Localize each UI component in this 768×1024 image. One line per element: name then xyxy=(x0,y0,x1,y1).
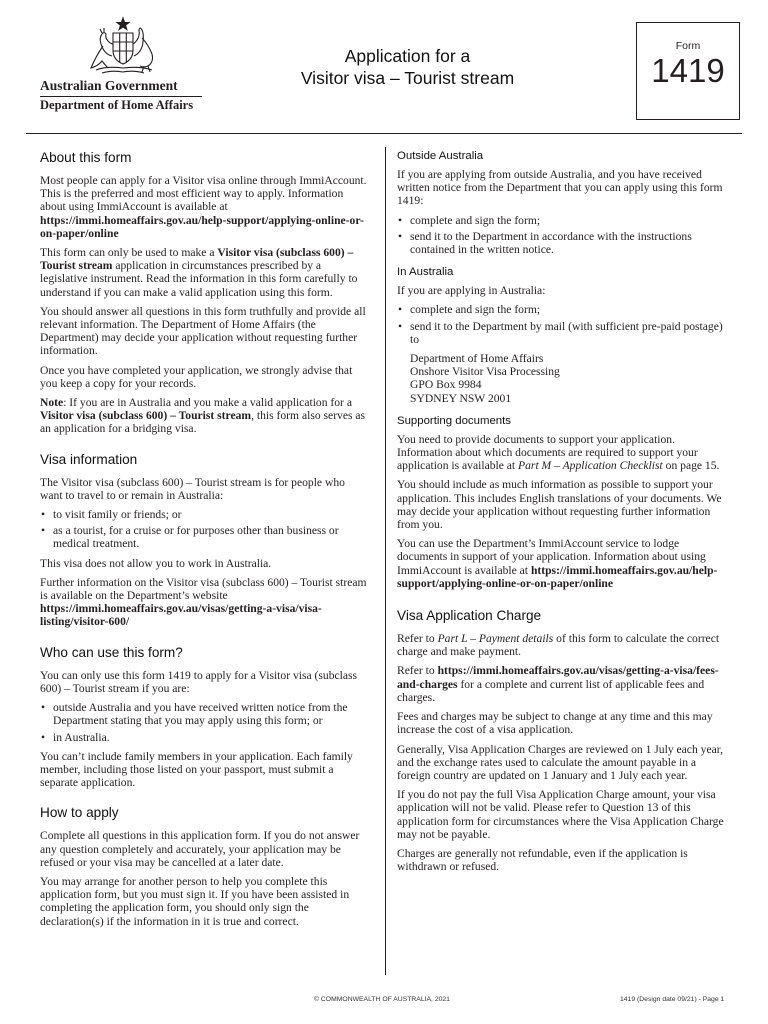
charge-p2-text-b: for a complete and current list of applicable fees and charges. xyxy=(397,677,705,704)
note-text-a: : If you are in Australia and you make a valid application for a xyxy=(63,396,352,410)
about-paragraph-2 xyxy=(40,246,367,299)
inside-paragraph-1: If you are applying in Australia: xyxy=(397,284,546,298)
how-heading: How to apply xyxy=(40,805,119,821)
mailing-address xyxy=(397,352,727,405)
page-info: 1419 (Design date 09/21) - Page 1 xyxy=(620,996,725,1003)
visa-info-p3-text: Further information on the Visitor visa (subclass 600) – Tourist stream is available on the Department’s website xyxy=(40,575,367,603)
inside-heading: In Australia xyxy=(397,266,454,279)
list-item: • in Australia. xyxy=(40,731,367,744)
charge-paragraph-6: Charges are generally not refundable, even if the application is withdrawn or refused. xyxy=(397,846,688,874)
form-title xyxy=(290,45,525,89)
logo-divider xyxy=(40,96,202,97)
charge-paragraph-2 xyxy=(397,664,727,704)
how-paragraph-1: Complete all questions in this application form. If you do not answer any question completely and accurately, your application may be refused or your visa may be cancelled at a later date. xyxy=(40,829,360,869)
payment-reference: Part L – Payment details xyxy=(437,632,554,646)
list-item: • outside Australia and you have received written notice from the Department stating that you may apply using this form; or xyxy=(40,701,367,727)
immiaccount-link[interactable]: https://immi.homeaffairs.gov.au/help-support/applying-online-or-on-paper/online xyxy=(40,213,364,240)
who-paragraph-2: You can’t include family members in your application. Each family member, including those listed on your passport, must submit a separate application. xyxy=(40,749,353,790)
about-paragraph-1 xyxy=(40,174,367,240)
about-p1-text: Most people can apply for a Visitor visa online through ImmiAccount. This is the preferred and most efficient way to apply. Information about using ImmiAccount is available at xyxy=(40,174,367,214)
department-name: Department of Home Affairs xyxy=(40,98,194,112)
address-line: Department of Home Affairs xyxy=(410,352,544,366)
coat-of-arms-icon xyxy=(82,16,164,78)
docs-heading: Supporting documents xyxy=(397,414,511,427)
who-list xyxy=(40,701,367,744)
note-bold: Visitor visa (subclass 600) – Tourist stream xyxy=(40,409,252,423)
form-label: Form xyxy=(675,40,701,52)
about-p2-text-a: This form can only be used to make a xyxy=(40,246,218,260)
list-item: • as a tourist, for a cruise or for purposes other than business or medical treatment. xyxy=(40,524,367,550)
outside-heading: Outside Australia xyxy=(397,150,484,162)
charge-paragraph-3: Fees and charges may be subject to change at any time and this may increase the cost of a visa application. xyxy=(397,710,713,737)
address-line: Onshore Visitor Visa Processing xyxy=(410,365,560,379)
charge-p2-text-a: Refer to xyxy=(397,664,438,678)
note-text-b: , this form also serves as an application for a bridging visa. xyxy=(40,409,366,436)
address-line: GPO Box 9984 xyxy=(410,378,482,392)
docs-paragraph-1 xyxy=(397,433,727,473)
who-heading: Who can use this form? xyxy=(40,644,183,660)
visa-info-list xyxy=(40,508,367,551)
about-p2-text-b: application in circumstances prescribed by a legislative instrument. Read the information in this form carefully to understand if you can make a valid application using this form. xyxy=(40,259,358,299)
how-paragraph-2: You may arrange for another person to help you complete this application form, but you must sign it. If you have been assisted in completing the application form, you should only sign the declaration(s) if the information in it is true and correct. xyxy=(40,874,350,928)
about-note xyxy=(40,396,367,436)
docs-p3-text: You can use the Department’s ImmiAccount service to lodge documents in support of your application. Information about using ImmiAccount is available at xyxy=(397,537,706,577)
visitor-600-link[interactable]: https://immi.homeaffairs.gov.au/visas/getting-a-visa/visa-listing/visitor-600/ xyxy=(40,602,322,629)
about-paragraph-3: You should answer all questions in this form truthfully and provide all relevant information. The Department of Home Affairs (the Department) may decide your application without requesting further information. xyxy=(40,304,366,358)
visa-info-heading: Visa information xyxy=(40,451,138,467)
right-column xyxy=(397,150,727,879)
charge-heading: Visa Application Charge xyxy=(397,608,542,624)
about-heading: About this form xyxy=(40,150,132,165)
list-item: • complete and sign the form; xyxy=(397,303,727,316)
outside-paragraph-1: If you are applying from outside Australia, and you have received written notice from the Department that you can apply using this form 1419: xyxy=(397,168,723,208)
docs-p1-text-b: on page 15. xyxy=(662,459,720,473)
list-item: • to visit family or friends; or xyxy=(40,508,367,521)
charge-p1-text-a: Refer to xyxy=(397,632,438,646)
about-p2-bold: Visitor visa (subclass 600) – Tourist stream xyxy=(40,246,354,273)
visa-info-paragraph-3 xyxy=(40,576,367,629)
list-item: • send it to the Department by mail (with sufficient pre-paid postage) to xyxy=(397,320,727,346)
form-title-line1: Application for a xyxy=(344,46,471,66)
form-number-box xyxy=(636,22,740,120)
visa-info-paragraph-1: The Visitor visa (subclass 600) – Tourist stream is for people who want to travel to or remain in Australia: xyxy=(40,475,345,502)
list-item: • send it to the Department in accordance with the instructions contained in the written notice. xyxy=(397,230,727,256)
left-column xyxy=(40,150,367,934)
visa-info-paragraph-2: This visa does not allow you to work in Australia. xyxy=(40,556,272,570)
header-divider xyxy=(26,133,742,134)
form-number: 1419 xyxy=(651,52,725,89)
list-item: • complete and sign the form; xyxy=(397,214,727,227)
docs-paragraph-2: You should include as much information as possible to support your application. This includes English translations of your documents. We may decide your application without requesting further information from you. xyxy=(397,478,722,532)
checklist-reference: Part M – Application Checklist xyxy=(518,459,663,473)
outside-list xyxy=(397,214,727,257)
address-line: SYDNEY NSW 2001 xyxy=(410,391,512,405)
charge-paragraph-1 xyxy=(397,632,727,658)
charge-paragraph-5: If you do not pay the full Visa Application Charge amount, your visa application will not be valid. Please refer to Question 13 of this application form for circumstances where the Visa Application Charge may not be payable. xyxy=(397,788,724,841)
immiaccount-docs-link[interactable]: https://immi.homeaffairs.gov.au/help-support/applying-online-or-on-paper/online xyxy=(397,563,718,590)
column-divider xyxy=(385,147,386,975)
inside-list xyxy=(397,303,727,346)
charge-paragraph-4: Generally, Visa Application Charges are reviewed on 1 July each year, and the exchange rates used to calculate the amount payable in a foreign country are updated on 1 January and 1 July each year. xyxy=(397,742,724,782)
docs-paragraph-3 xyxy=(397,537,727,590)
docs-p1-text-a: You need to provide documents to support your application. Information about which documents are required to support your application is available at xyxy=(397,432,698,473)
fees-link[interactable]: https://immi.homeaffairs.gov.au/visas/getting-a-visa/fees-and-charges xyxy=(397,664,719,691)
government-name: Australian Government xyxy=(40,78,178,93)
about-paragraph-4: Once you have completed your application, we strongly advise that you keep a copy for your records. xyxy=(40,363,353,390)
copyright-notice: © COMMONWEALTH OF AUSTRALIA, 2021 xyxy=(314,996,450,1003)
form-title-line2: Visitor visa – Tourist stream xyxy=(300,68,515,88)
charge-p1-text-b: of this form to calculate the correct charge and make payment. xyxy=(397,632,720,659)
note-label: Note xyxy=(40,396,64,410)
who-paragraph-1: You can only use this form 1419 to apply for a Visitor visa (subclass 600) – Tourist stream if you are: xyxy=(40,668,358,695)
